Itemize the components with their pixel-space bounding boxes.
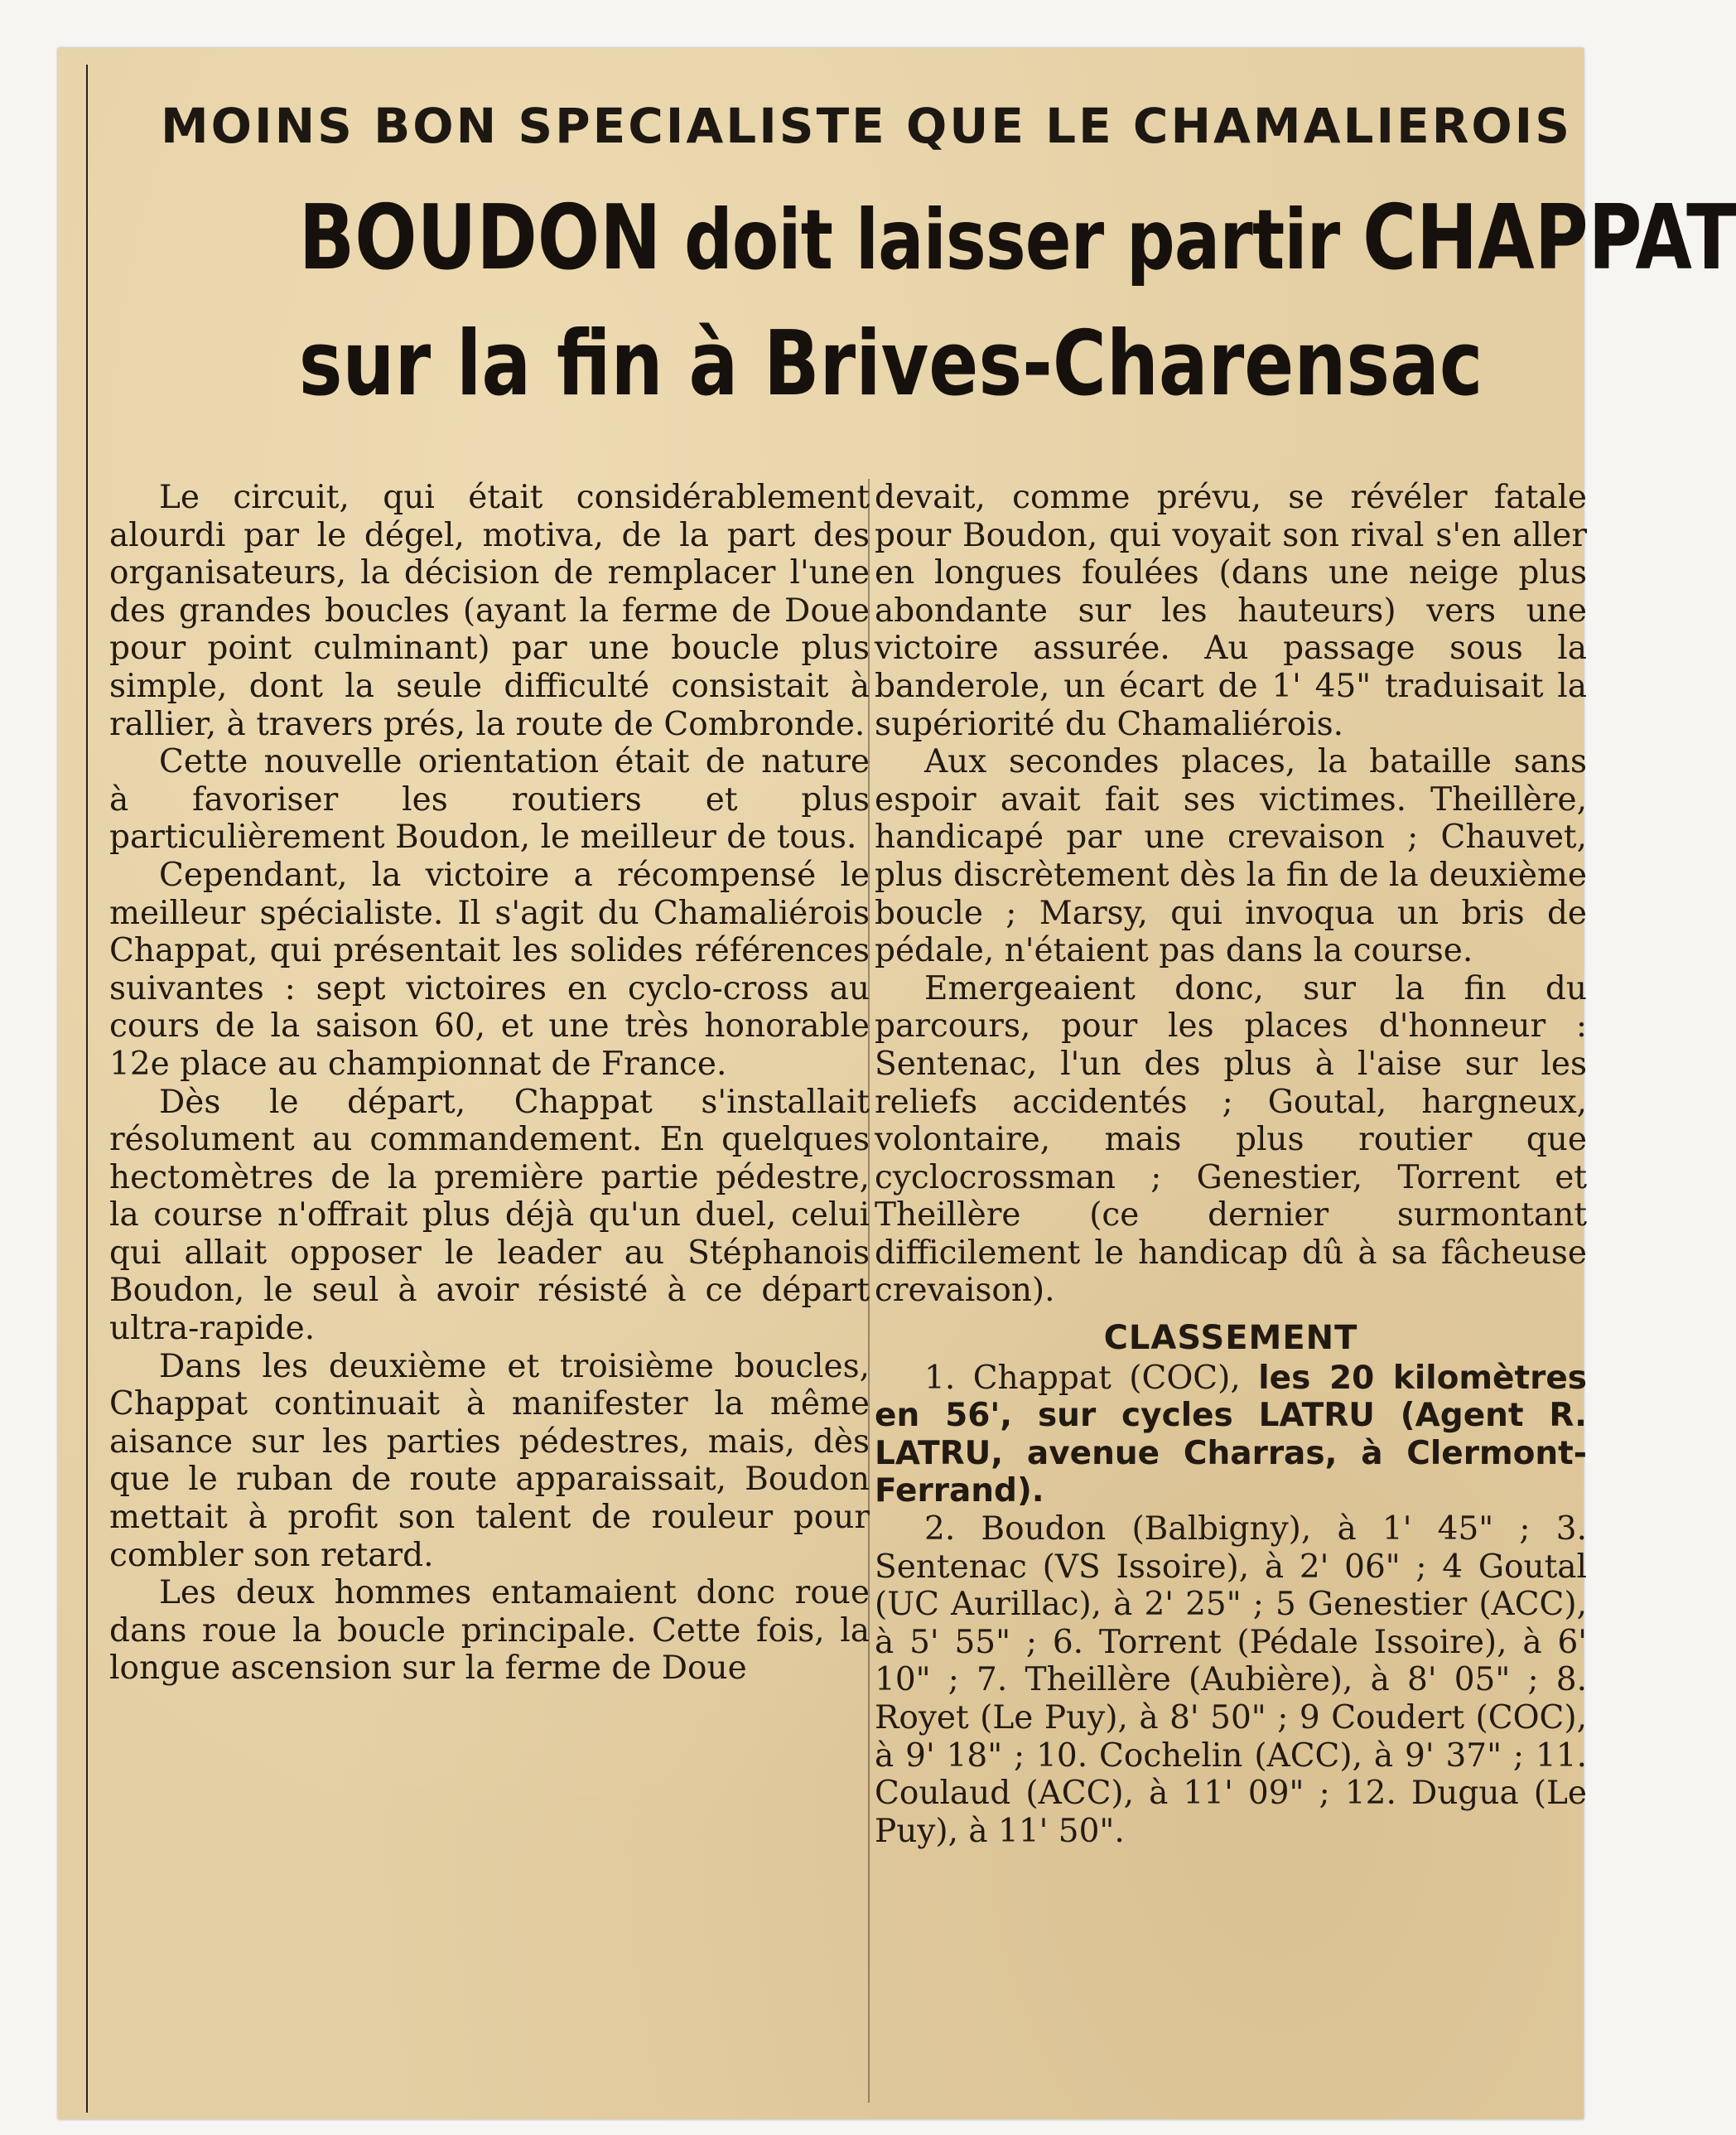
winner-name: 1. Chappat (COC), <box>924 1359 1259 1397</box>
headline-middle: doit laisser partir <box>661 191 1363 288</box>
classement-winner <box>875 1360 1587 1510</box>
classement-list <box>875 1510 1587 1850</box>
paragraph: Dès le départ, Chappat s'installait résolument au commandement. En quelques hectomètres de la première partie pédestre, la course n'offrait plus déjà qu'un duel, celui qui allait opposer le leader au Stéphanois Boudon, le seul à avoir résisté à ce départ ultra-rapide. <box>109 1083 870 1348</box>
article-column-left <box>109 479 870 1688</box>
article-kicker: MOINS BON SPECIALISTE QUE LE CHAMALIEROIS <box>160 98 1573 154</box>
paragraph: Les deux hommes entamaient donc roue dans roue la boucle principale. Cette fois, la longue ascension sur la ferme de Doue <box>109 1574 870 1688</box>
paragraph: Emergeaient donc, sur la fin du parcours, pour les places d'honneur : Sentenac, l'un des plus à l'aise sur les reliefs accidentés ; Goutal, hargneux, volontaire, mais plus routier que cyclocrossman ; Genestier, Torrent et Theillère (ce dernier surmontant difficilement le handicap dû à sa fâcheuse crevaison). <box>875 969 1587 1310</box>
headline-chappat: CHAPPAT <box>1362 186 1736 290</box>
column-divider <box>868 479 870 2103</box>
paragraph: Aux secondes places, la bataille sans espoir avait fait ses victimes. Theillère, handicapé par une crevaison ; Chauvet, plus discrètement dès la fin de la deuxième boucle ; Marsy, qui invoqua un bris de pédale, n'étaient pas dans la course. <box>875 743 1587 970</box>
paragraph-continuation: devait, comme prévu, se révéler fatale pour Boudon, qui voyait son rival s'en aller en longues foulées (dans une neige plus abondante sur les hauteurs) vers une victoire assurée. Au passage sous la banderole, un écart de 1' 45" traduisait la supériorité du Chamaliérois. <box>875 479 1587 743</box>
winner-details: les 20 kilomètres en 56', sur cycles LATRU (Agent R. LATRU, avenue Charras, à Clermont-Ferrand). <box>875 1359 1587 1510</box>
paragraph: Le circuit, qui était considérablement alourdi par le dégel, motiva, de la part des organisateurs, la décision de remplacer l'une des grandes boucles (ayant la ferme de Doue pour point culminant) par une boucle plus simple, dont la seule difficulté consistait à rallier, à travers prés, la route de Combronde. <box>109 479 870 743</box>
article-headline <box>217 176 1736 427</box>
paragraph: Cependant, la victoire a récompensé le meilleur spécialiste. Il s'agit du Chamaliérois Chappat, qui présentait les solides références suivantes : sept victoires en cyclo-cross au cours de la saison 60, et une très honorable 12e place au championnat de France. <box>109 856 870 1083</box>
paragraph: Dans les deuxième et troisième boucles, Chappat continuait à manifester la même aisance sur les parties pédestres, mais, dès que le ruban de route apparaissait, Boudon mettait à profit son talent de rouleur pour combler son retard. <box>109 1347 870 1574</box>
article-column-right <box>875 479 1587 1850</box>
newspaper-clipping <box>58 48 1736 2119</box>
headline-boudon: BOUDON <box>298 186 662 290</box>
classement-rest: 2. Boudon (Balbigny), à 1' 45" ; 3. Sentenac (VS Issoire), à 2' 06" ; 4 Goutal (UC Aurillac), à 2' 25" ; 5 Genestier (ACC), à 5' 55" ; 6. Torrent (Pédale Issoire), à 6' 10" ; 7. Theillère (Aubière), à 8' 05" ; 8. Royet (Le Puy), à 8' 50" ; 9 Coudert (COC), à 9' 18" ; 10. Cochelin (ACC), à 9' 37" ; 11. Coulaud (ACC), à 11' 09" ; 12. Dugua (Le Puy), à 11' 50". <box>875 1510 1587 1850</box>
classement-heading: CLASSEMENT <box>1103 1319 1358 1358</box>
headline-line-2: sur la fin à Brives-Charensac <box>298 312 1483 416</box>
column-rule <box>86 65 88 2113</box>
paragraph: Cette nouvelle orientation était de nature à favoriser les routiers et plus particulièrement Boudon, le meilleur de tous. <box>109 743 870 857</box>
headline-line-1 <box>298 176 1736 302</box>
